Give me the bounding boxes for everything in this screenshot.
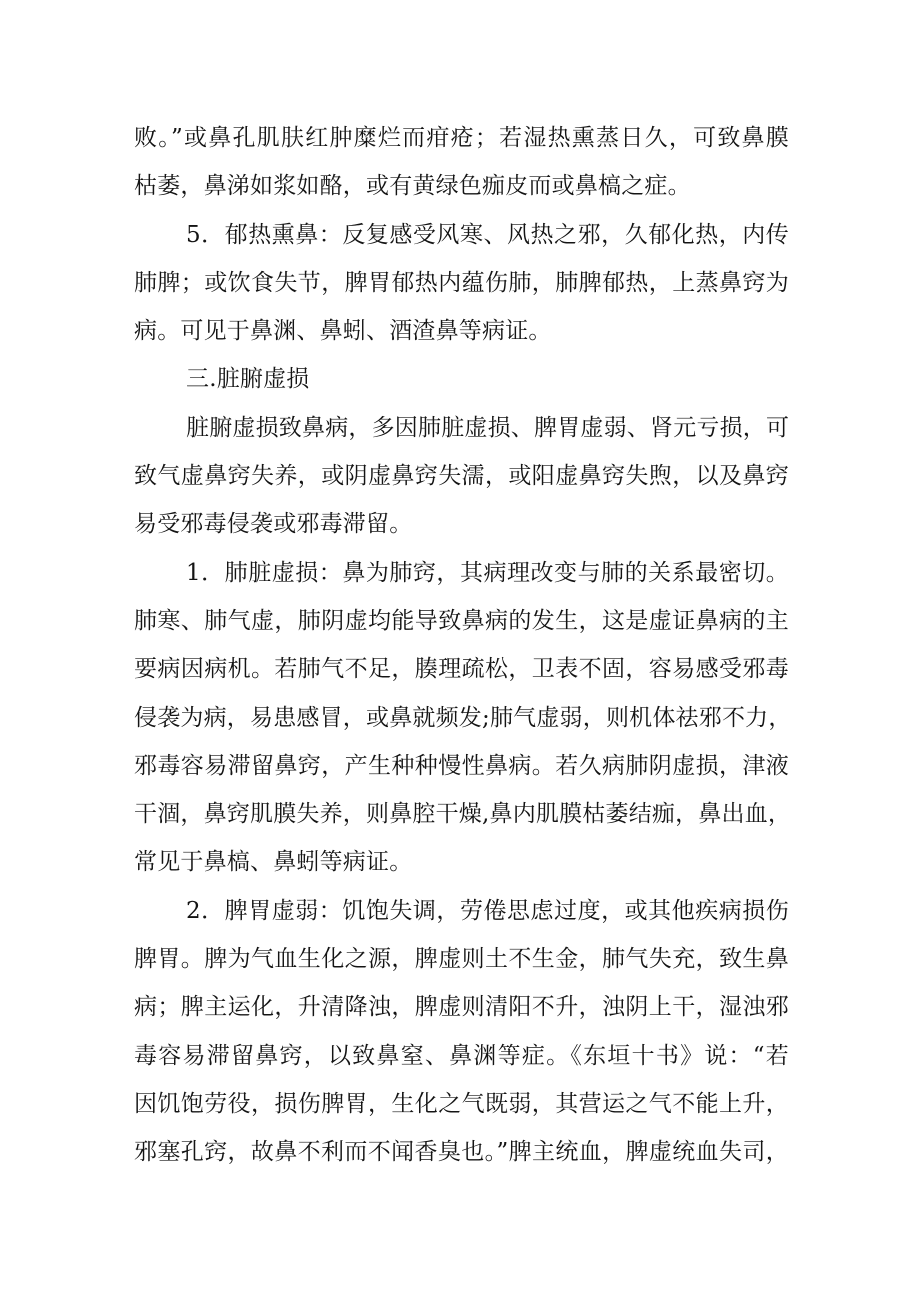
text-line-7: 脏腑虚损致鼻病，多因肺脏虚损、脾胃虚弱、肾元亏损，可 [186,414,790,441]
text-line-3: 5．郁热熏鼻：反复感受风寒、风热之邪，久郁化热，内传 [186,221,789,248]
text-line-5: 病。可见于鼻渊、鼻蚓、酒渣鼻等病证。 [134,318,552,345]
text-line-8: 致气虚鼻窍失养，或阴虚鼻窍失濡，或阳虚鼻窍失煦，以及鼻窍 [134,463,789,490]
text-line-13: 侵袭为病，易患感冒，或鼻就频发;肺气虚弱，则机体祛邪不力， [134,704,792,731]
text-line-11: 肺寒、肺气虚，肺阴虚均能导致鼻病的发生，这是虚证鼻病的主 [134,607,789,634]
text-line-1: 败。”或鼻孔肌肤红肿糜烂而疳疮；若湿热熏蒸日久，可致鼻膜 [134,125,789,151]
text-line-15: 干涸，鼻窍肌膜失养，则鼻腔干燥,鼻内肌膜枯萎结痂，鼻出血， [134,801,792,828]
text-line-4: 肺脾；或饮食失节，脾胃郁热内蕴伤肺，肺脾郁热，上蒸鼻窍为 [134,269,789,296]
text-line-19: 病；脾主运化，升清降浊，脾虚则清阳不升，浊阴上干，湿浊邪 [134,994,789,1021]
text-line-9: 易受邪毒侵袭或邪毒滞留。 [134,511,413,538]
text-line-17: 2．脾胃虚弱：饥饱失调，劳倦思虑过度，或其他疾病损伤 [186,897,789,924]
body-text [134,114,792,1177]
text-line-18: 脾胃。脾为气血生化之源，脾虚则土不生金，肺气失充，致生鼻 [134,946,789,973]
text-line-12: 要病因病机。若肺气不足，腠理疏松，卫表不固，容易感受邪毒 [134,656,789,683]
text-line-16: 常见于鼻槁、鼻蚓等病证。 [134,849,413,876]
text-line-21: 因饥饱劳役，损伤脾胃，生化之气既弱，其营运之气不能上升， [134,1090,789,1117]
text-line-2: 枯萎，鼻涕如浆如酪，或有黄绿色痂皮而或鼻槁之症。 [134,173,691,200]
text-line-20: 毒容易滞留鼻窍，以致鼻窒、鼻渊等症。《东垣十书》说：“若 [134,1042,789,1069]
section-heading: 三.脏腑虚损 [186,366,310,393]
text-line-14: 邪毒容易滞留鼻窍，产生种种慢性鼻病。若久病肺阴虚损，津液 [134,752,789,779]
text-line-22: 邪塞孔窍，故鼻不利而不闻香臭也。”脾主统血，脾虚统血失司， [134,1139,789,1166]
text-line-10: 1．肺脏虚损：鼻为肺窍，其病理改变与肺的关系最密切。 [186,559,789,586]
